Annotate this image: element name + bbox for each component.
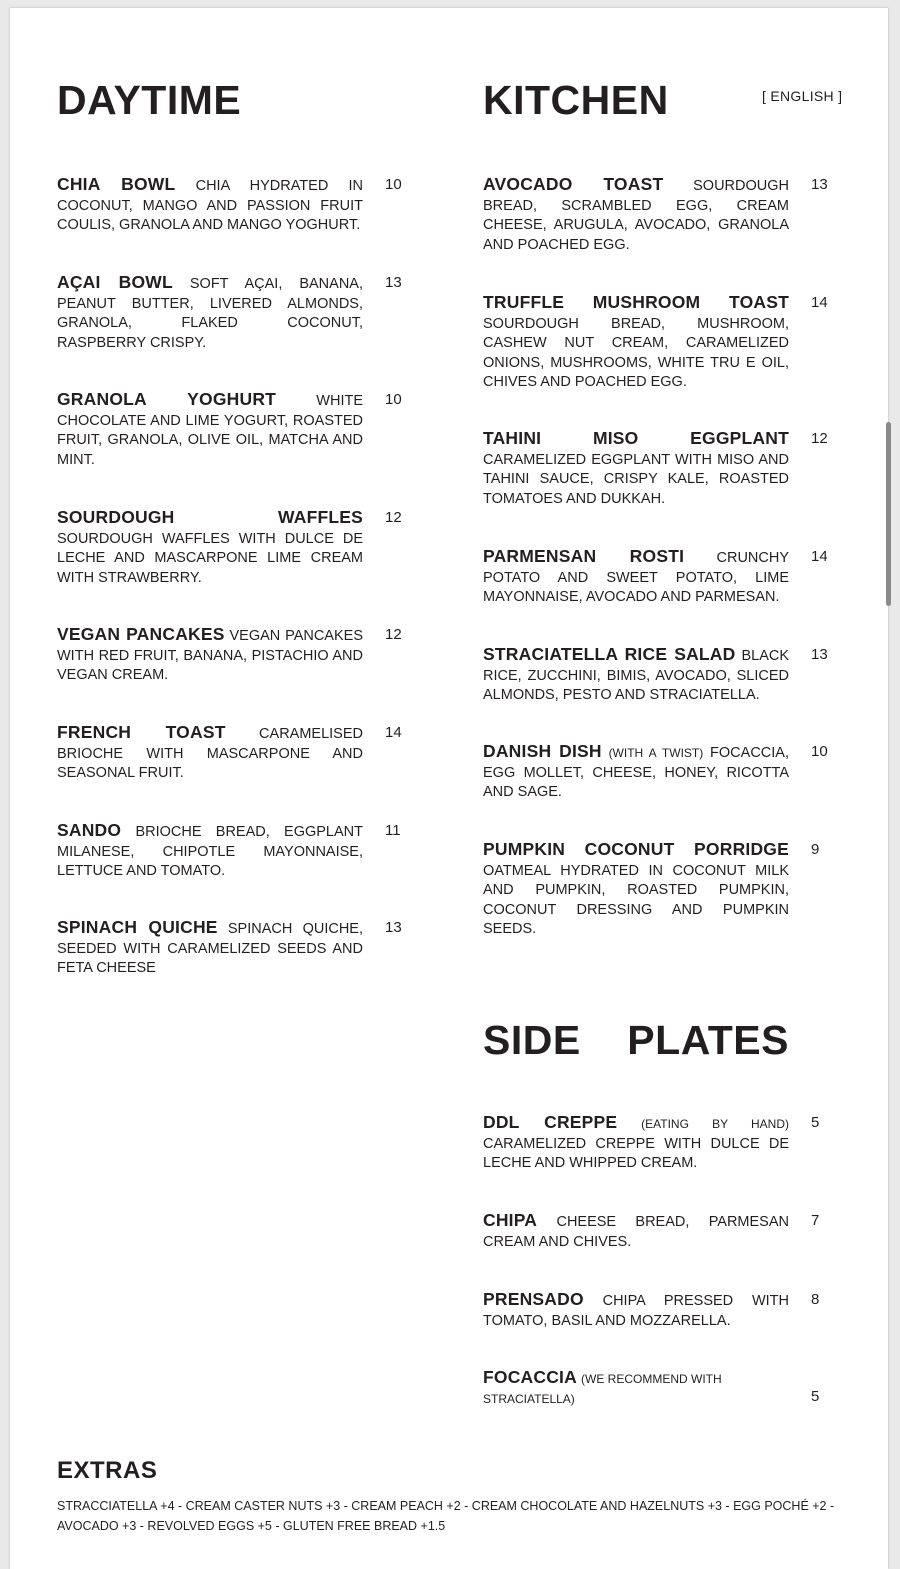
item-price: 10 (811, 743, 828, 760)
item-name: AVOCADO TOAST (483, 174, 664, 194)
language-selector[interactable]: [ ENGLISH ] (762, 88, 843, 104)
menu-item (483, 546, 828, 608)
item-price: 12 (385, 509, 402, 526)
menu-item (483, 741, 828, 803)
item-price: 10 (385, 176, 402, 193)
item-price: 13 (811, 176, 828, 193)
item-description: OATMEAL HYDRATED IN COCONUT MILK AND PUMPKIN, ROASTED PUMPKIN, COCONUT DRESSING AND PUMPKIN SEEDS. (483, 862, 789, 938)
item-description: SOURDOUGH BREAD, MUSHROOM, CASHEW NUT CREAM, CARAMELIZED ONIONS, MUSHROOMS, WHITE TRU E OIL, CHIVES AND POACHED EGG. (483, 315, 789, 391)
menu-page (10, 8, 888, 1569)
menu-item (483, 428, 828, 509)
item-note: (EATING BY HAND) (641, 1117, 789, 1131)
item-price: 5 (811, 1388, 820, 1405)
item-description: CHEESE BREAD, PARMESAN CREAM AND CHIVES. (483, 1214, 789, 1250)
item-name: PUMPKIN COCONUT PORRIDGE (483, 839, 789, 859)
menu-item (57, 174, 402, 236)
menu-item (57, 272, 402, 353)
item-description: SOFT AÇAI, BANANA, PEANUT BUTTER, LIVERED ALMONDS, GRANOLA, FLAKED COCONUT, RASPBERRY CRISPY. (57, 276, 363, 351)
item-name: SOURDOUGH WAFFLES (57, 507, 363, 527)
menu-item (483, 1210, 820, 1252)
item-name: DANISH DISH (483, 741, 602, 761)
menu-item (483, 1367, 820, 1409)
item-price: 7 (811, 1212, 820, 1229)
section-title-side-plates (483, 1017, 789, 1063)
item-note: (WE RECOMMEND WITH STRACIATELLA) (483, 1372, 722, 1406)
item-description: SOURDOUGH WAFFLES WITH DULCE DE LECHE AND MASCARPONE LIME CREAM WITH STRAWBERRY. (57, 530, 363, 586)
item-description: CHIPA PRESSED WITH TOMATO, BASIL AND MOZZARELLA. (483, 1293, 789, 1329)
item-price: 11 (385, 822, 401, 839)
item-description: CARAMELIZED EGGPLANT WITH MISO AND TAHINI SAUCE, CRISPY KALE, ROASTED TOMATOES AND DUKKAH. (483, 451, 789, 507)
item-price: 13 (385, 274, 402, 291)
item-price: 14 (811, 548, 828, 565)
item-name: GRANOLA YOGHURT (57, 389, 277, 409)
menu-item (483, 839, 820, 940)
item-name: SANDO (57, 820, 122, 840)
scrollbar[interactable] (886, 422, 891, 606)
item-price: 13 (811, 646, 828, 663)
item-description: CARAMELIZED CREPPE WITH DULCE DE LECHE AND WHIPPED CREAM. (483, 1135, 789, 1172)
section-title-kitchen: KITCHEN (483, 77, 669, 123)
menu-item (57, 507, 402, 588)
item-name: SPINACH QUICHE (57, 917, 218, 937)
item-name: CHIPA (483, 1210, 538, 1230)
item-description: VEGAN PANCAKES WITH RED FRUIT, BANANA, PISTACHIO AND VEGAN CREAM. (57, 628, 363, 684)
item-price: 5 (811, 1114, 820, 1131)
item-description: SPINACH QUICHE, SEEDED WITH CARAMELIZED SEEDS AND FETA CHEESE (57, 921, 363, 977)
item-description: CRUNCHY POTATO AND SWEET POTATO, LIME MAYONNAISE, AVOCADO AND PARMESAN. (483, 550, 790, 606)
item-price: 10 (385, 391, 402, 408)
menu-item (483, 292, 828, 393)
item-name: AÇAI BOWL (57, 272, 173, 292)
extras-list: STRACCIATELLA +4 - CREAM CASTER NUTS +3 - CREAM PEACH +2 - CREAM CHOCOLATE AND HAZELNUTS +3 - EGG POCHÉ +2 - AVOCADO +3 - REVOLVED EGGS +5 - GLUTEN FREE BREAD +1.5 (57, 1499, 835, 1533)
item-name: STRACIATELLA RICE SALAD (483, 644, 736, 664)
item-description: CARAMELISED BRIOCHE WITH MASCARPONE AND SEASONAL FRUIT. (57, 726, 363, 782)
item-price: 13 (385, 919, 402, 936)
section-title-daytime: DAYTIME (57, 77, 242, 123)
item-name: FOCACCIA (483, 1367, 577, 1387)
menu-item (57, 624, 402, 686)
menu-item (483, 644, 828, 706)
item-price: 9 (811, 841, 820, 858)
item-description: FOCACCIA, EGG MOLLET, CHEESE, HONEY, RICOTTA AND SAGE. (483, 745, 789, 801)
item-name: TAHINI MISO EGGPLANT (483, 428, 789, 448)
item-description: BRIOCHE BREAD, EGGPLANT MILANESE, CHIPOTLE MAYONNAISE, LETTUCE AND TOMATO. (57, 824, 363, 880)
item-description: SOURDOUGH BREAD, SCRAMBLED EGG, CREAM CHEESE, ARUGULA, AVOCADO, GRANOLA AND POACHED EGG. (483, 178, 789, 253)
menu-item (57, 722, 402, 784)
side-title-word: SIDE (483, 1017, 581, 1063)
side-title-word: PLATES (627, 1017, 789, 1063)
item-name: DDL CREPPE (483, 1112, 618, 1132)
item-description: BLACK RICE, ZUCCHINI, BIMIS, AVOCADO, SLICED ALMONDS, PESTO AND STRACIATELLA. (483, 648, 790, 704)
item-name: CHIA BOWL (57, 174, 176, 194)
menu-item (483, 174, 828, 255)
menu-item (483, 1289, 820, 1331)
item-name: TRUFFLE MUSHROOM TOAST (483, 292, 789, 312)
menu-item (483, 1112, 820, 1174)
item-price: 12 (811, 430, 828, 447)
menu-item (57, 917, 402, 979)
item-price: 8 (811, 1291, 820, 1308)
menu-item (57, 389, 402, 470)
menu-item (57, 820, 401, 882)
item-price: 14 (811, 294, 828, 311)
item-description: WHITE CHOCOLATE AND LIME YOGURT, ROASTED FRUIT, GRANOLA, OLIVE OIL, MATCHA AND MINT. (57, 393, 363, 468)
item-price: 14 (385, 724, 402, 741)
item-description: CHIA HYDRATED IN COCONUT, MANGO AND PASSION FRUIT COULIS, GRANOLA AND MANGO YOGHURT. (57, 178, 363, 234)
item-name: PARMENSAN ROSTI (483, 546, 685, 566)
item-name: VEGAN PANCAKES (57, 624, 225, 644)
item-price: 12 (385, 626, 402, 643)
extras-title: EXTRAS (57, 1457, 158, 1484)
item-name: FRENCH TOAST (57, 722, 226, 742)
item-note: (WITH A TWIST) (608, 746, 704, 760)
item-name: PRENSADO (483, 1289, 584, 1309)
